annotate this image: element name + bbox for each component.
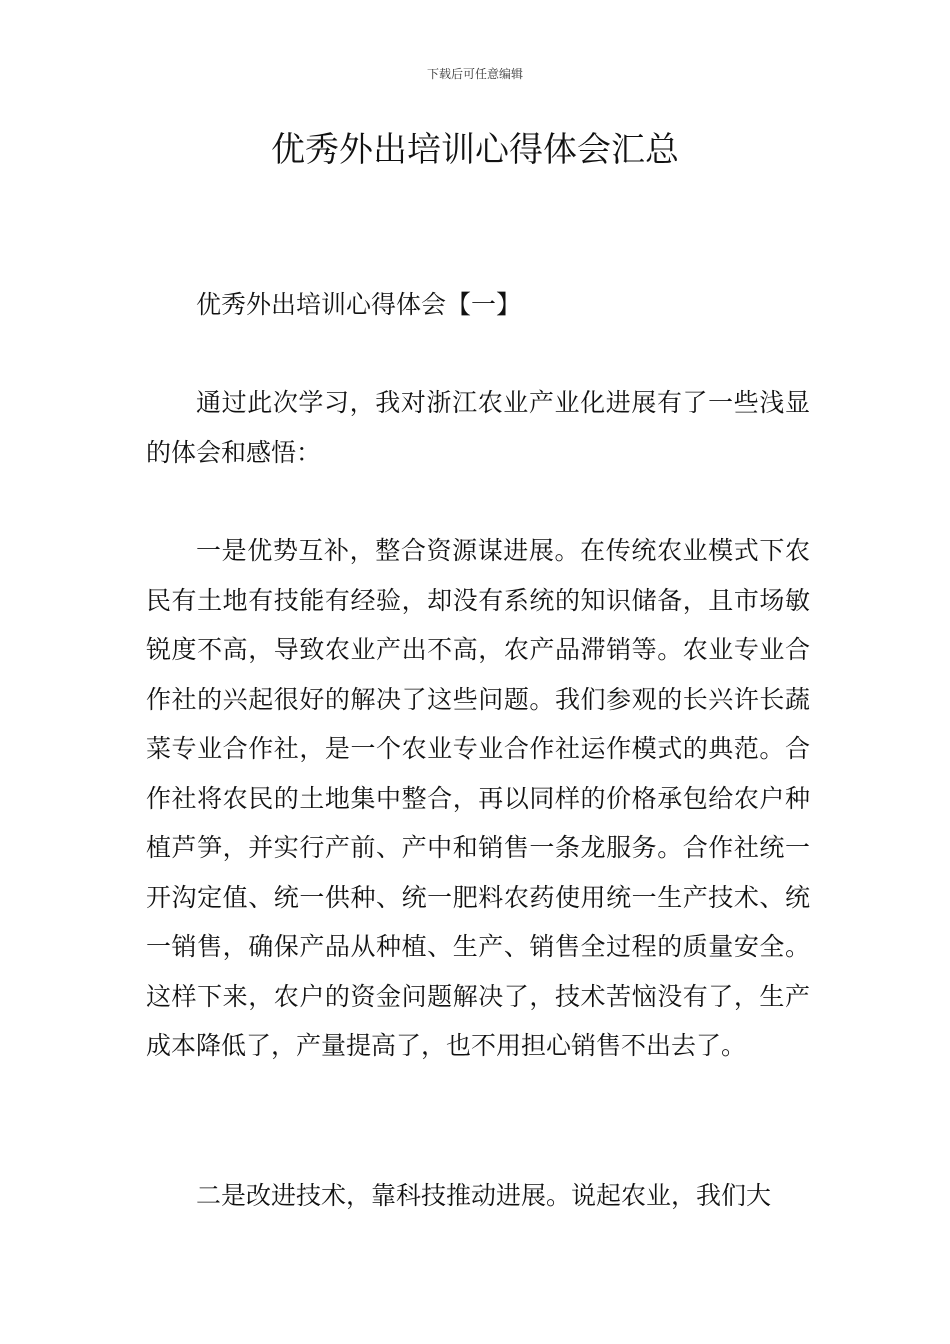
paragraph-point-one: 一是优势互补，整合资源谋进展。在传统农业模式下农民有土地有技能有经验，却没有系统的知识储备，且市场敏锐度不高，导致农业产出不高，农产品滞销等。农业专业合作社的兴起很好的解决了这些问题。我们参观的长兴许长蔬菜专业合作社，是一个农业专业合作社运作模式的典范。合作社将农民的土地集中整合，再以同样的价格承包给农户种植芦笋，并实行产前、产中和销售一条龙服务。合作社统一开沟定值、统一供种、统一肥料农药使用统一生产技术、统一销售，确保产品从种植、生产、销售全过程的质量安全。这样下来，农户的资金问题解决了，技术苦恼没有了，生产成本降低了，产量提高了，也不用担心销售不出去了。 bbox=[146, 536, 810, 1060]
document-title: 优秀外出培训心得体会汇总 bbox=[271, 130, 679, 170]
header-note: 下载后可任意编辑 bbox=[426, 67, 523, 81]
section-heading: 优秀外出培训心得体会【一】 bbox=[196, 290, 522, 319]
paragraph-intro: 通过此次学习，我对浙江农业产业化进展有了一些浅显的体会和感悟： bbox=[146, 388, 810, 467]
paragraph-point-two: 二是改进技术，靠科技推动进展。说起农业，我们大 bbox=[196, 1181, 772, 1210]
